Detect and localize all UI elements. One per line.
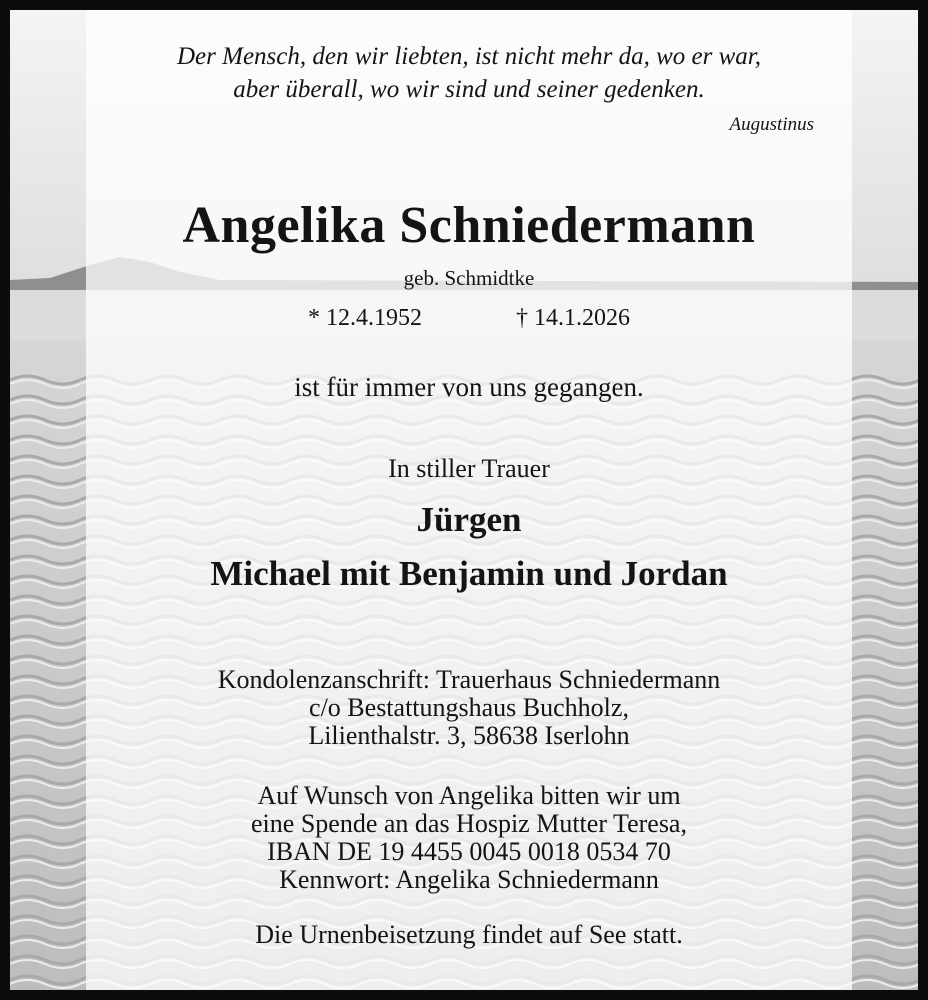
mourner-name: Jürgen bbox=[416, 500, 522, 539]
deceased-name: Angelika Schniedermann bbox=[182, 197, 756, 254]
address-line: c/o Bestattungshaus Buchholz, bbox=[309, 693, 629, 722]
address-line: Kondolenzanschrift: Trauerhaus Schniedermann bbox=[217, 665, 721, 694]
burial-note: Die Urnenbeisetzung findet auf See statt. bbox=[255, 920, 683, 949]
donation-request bbox=[86, 782, 852, 894]
quote-author: Augustinus bbox=[729, 114, 814, 135]
donation-line: Kennwort: Angelika Schniedermann bbox=[279, 865, 659, 894]
condolence-address bbox=[86, 666, 852, 750]
donation-line: eine Spende an das Hospiz Mutter Teresa, bbox=[251, 809, 687, 838]
mourning-heading: In stiller Trauer bbox=[388, 454, 550, 483]
address-line: Lilienthalstr. 3, 58638 Iserlohn bbox=[308, 721, 630, 750]
donation-line: Auf Wunsch von Angelika bitten wir um bbox=[257, 781, 681, 810]
mourner-name: Michael mit Benjamin und Jordan bbox=[210, 554, 728, 593]
intro-text: ist für immer von uns gegangen. bbox=[294, 372, 644, 402]
quote bbox=[86, 40, 852, 106]
birth-name: geb. Schmidtke bbox=[403, 266, 535, 290]
death-date: † 14.1.2026 bbox=[516, 305, 630, 331]
quote-line: Der Mensch, den wir liebten, ist nicht mehr da, wo er war, bbox=[177, 43, 761, 70]
quote-line: aber überall, wo wir sind und seiner gedenken. bbox=[233, 76, 705, 103]
birth-date: * 12.4.1952 bbox=[308, 305, 422, 331]
notice-content bbox=[86, 10, 852, 990]
donation-line: IBAN DE 19 4455 0045 0018 0534 70 bbox=[267, 837, 671, 866]
